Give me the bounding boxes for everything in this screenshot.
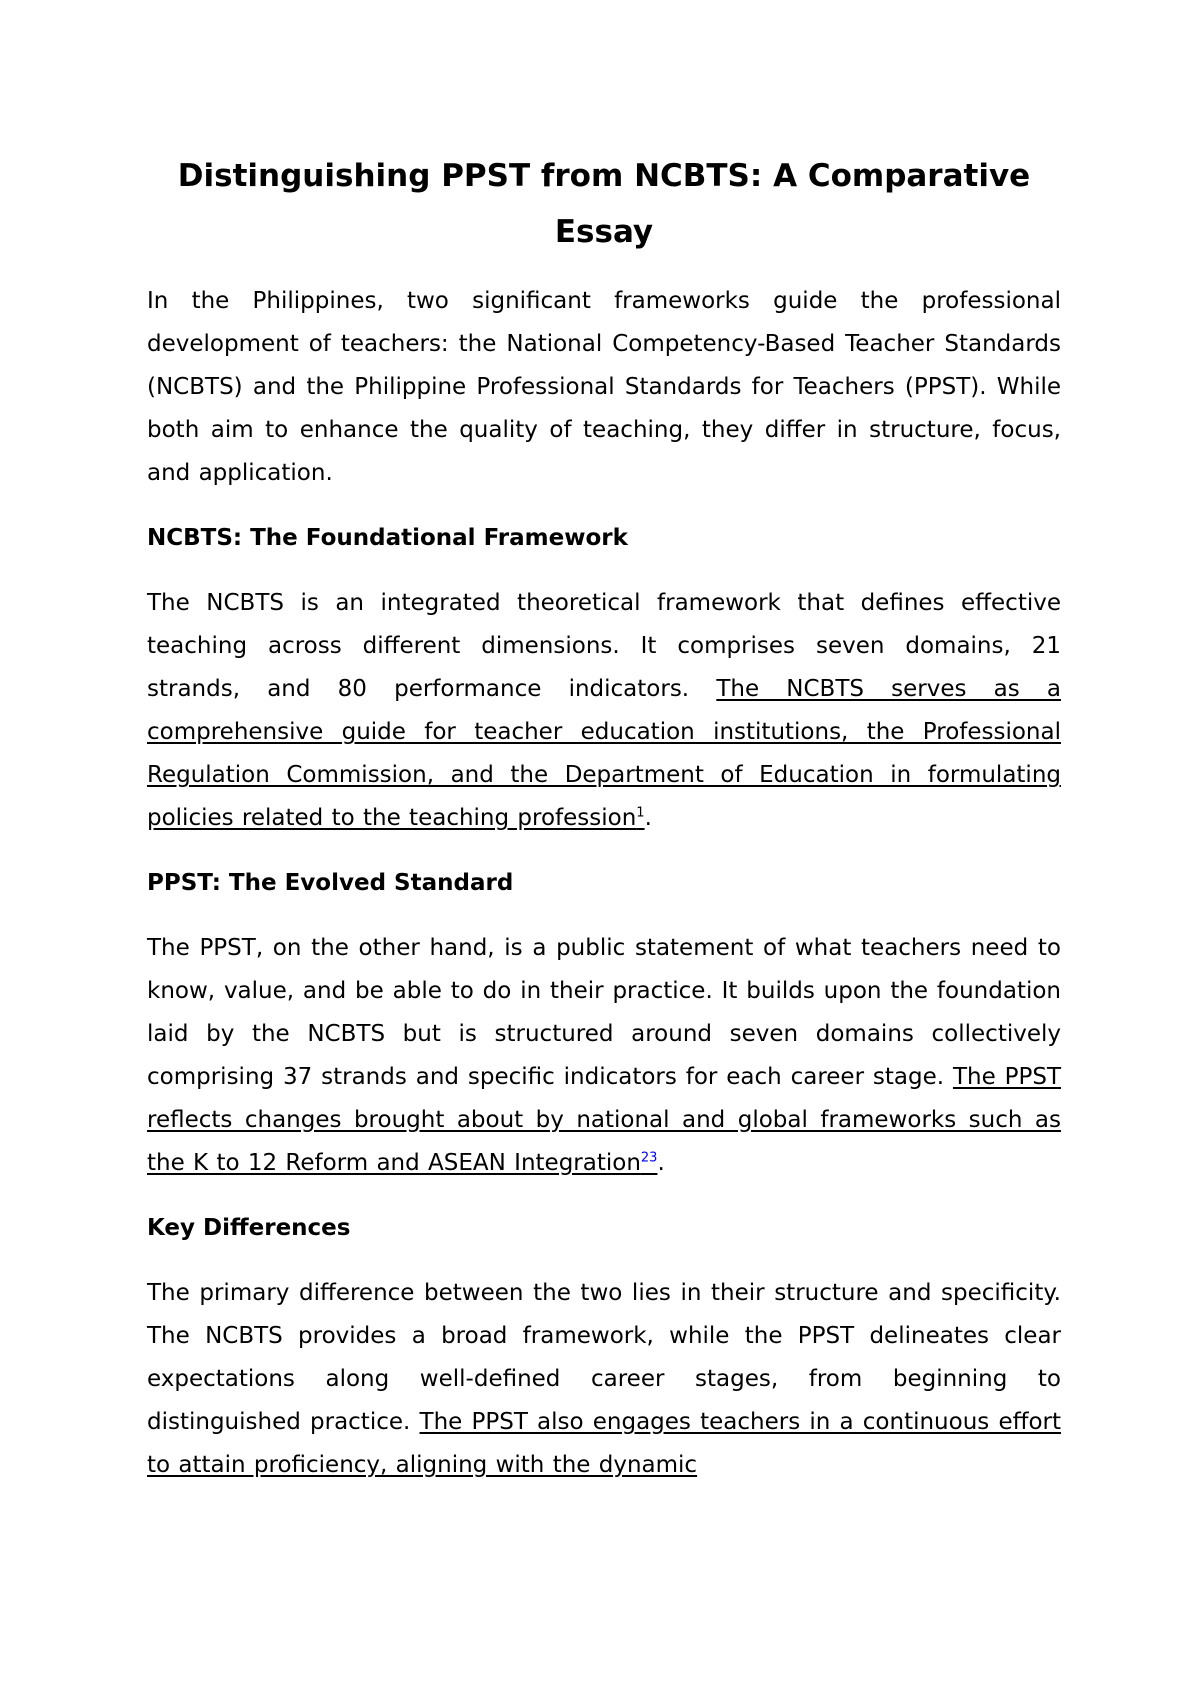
differences-paragraph (147, 1272, 1061, 1487)
differences-cited-link[interactable]: The PPST also engages teachers in a continuous effort to attain proficiency, aligning with the dynamic (147, 1409, 1061, 1478)
ncbts-link-text[interactable]: The NCBTS serves as a comprehensive guide for teacher education institutions, the Professional Regulation Commission, and the Department of Education in formulating policies related to the teaching profession (147, 676, 1062, 831)
ppst-paragraph (147, 927, 1061, 1185)
ncbts-paragraph (147, 582, 1061, 840)
ncbts-end: . (644, 805, 652, 831)
ppst-text: The PPST, on the other hand, is a public statement of what teachers need to know, value, and be able to do in their practice. It builds upon the foundation laid by the NCBTS but is structured around seven domains collectively comprising 37 strands and specific indicators for each career stage. (147, 935, 1061, 1090)
footnote-ref-1[interactable]: 1 (636, 805, 645, 821)
section-heading-ppst: PPST: The Evolved Standard (147, 870, 514, 896)
differences-text: The primary difference between the two lies in their structure and specificity. The NCBTS provides a broad framework, while the PPST delineates clear expectations along well-defined career stages, from beginning to distinguished practice. (147, 1280, 1061, 1435)
footnote-ref-23[interactable]: 23 (640, 1150, 658, 1166)
section-heading-ncbts: NCBTS: The Foundational Framework (147, 525, 628, 551)
ncbts-text: The NCBTS is an integrated theoretical framework that defines effective teaching across different dimensions. It comprises seven domains, 21 strands, and 80 performance indicators. (147, 590, 1061, 702)
intro-paragraph: In the Philippines, two significant frameworks guide the professional development of teachers: the National Competency-Based Teacher Standards (NCBTS) and the Philippine Professional Standards for Teachers (PPST). While both aim to enhance the quality of teaching, they differ in structure, focus, and application. (147, 288, 1061, 486)
page-bottom-margin (0, 1494, 1200, 1696)
section-heading-key-differences: Key Differences (147, 1215, 351, 1241)
essay-title: Distinguishing PPST from NCBTS: A Comparative Essay (177, 158, 1031, 250)
ppst-link-text[interactable]: The PPST reflects changes brought about by national and global frameworks such as the K to 12 Reform and ASEAN Integration (147, 1064, 1061, 1176)
document-page (147, 148, 1061, 1509)
ppst-end: . (657, 1150, 665, 1176)
